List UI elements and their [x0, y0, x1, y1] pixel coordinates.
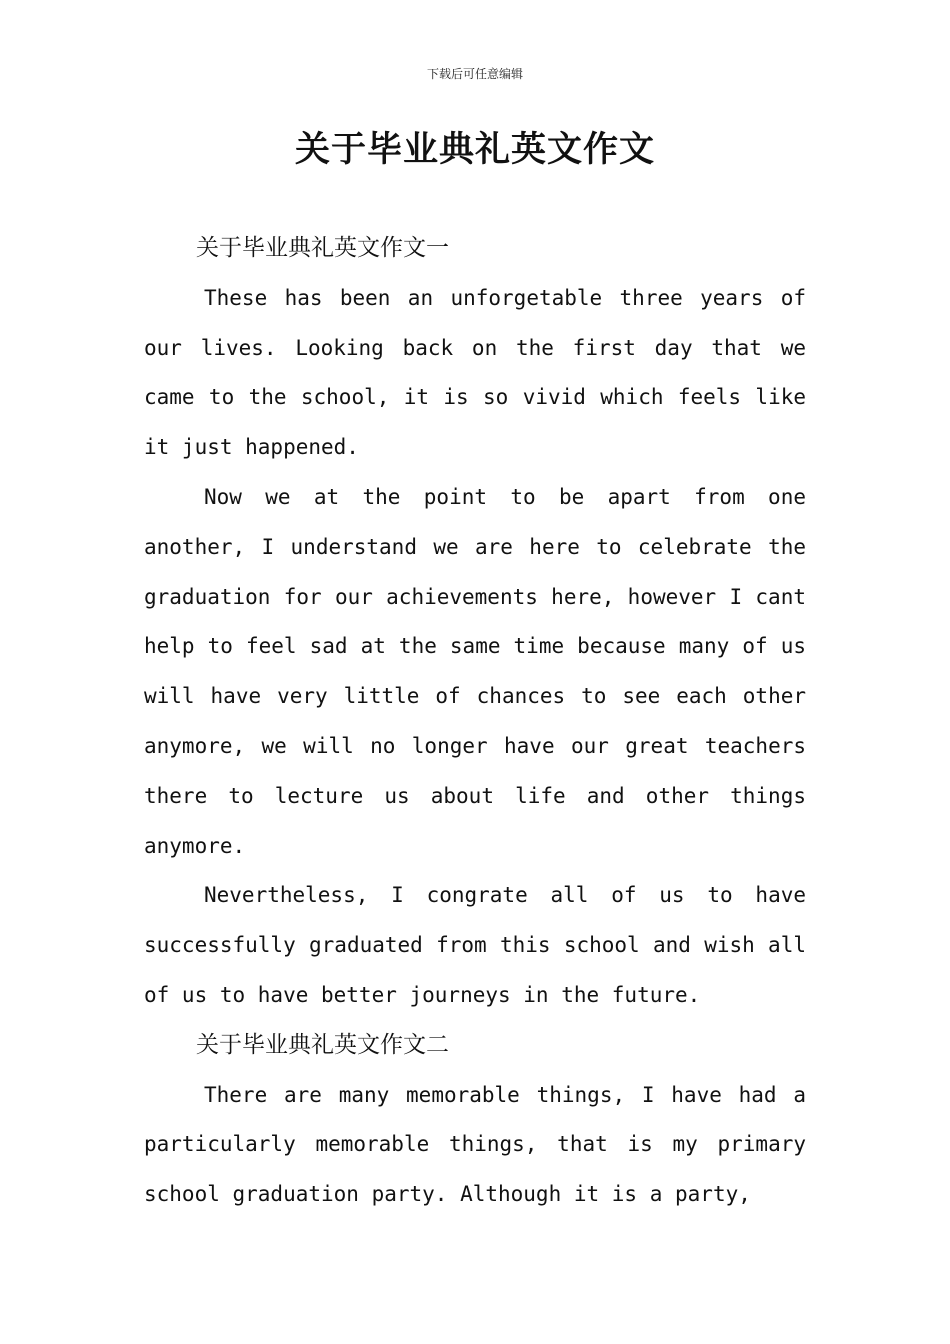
- document-title: 关于毕业典礼英文作文: [294, 130, 655, 170]
- paragraph: These has been an unforgetable three years of our lives. Looking back on the first day that we came to the school, it is so vivid which feels like it just happened.: [144, 285, 806, 460]
- section-heading: 关于毕业典礼英文作文二: [196, 1031, 449, 1058]
- paragraph: Nevertheless, I congrate all of us to have successfully graduated from this school and wish all of us to have better journeys in the future.: [144, 883, 806, 1007]
- section-heading: 关于毕业典礼英文作文一: [196, 235, 449, 261]
- section-2: [144, 1021, 806, 1220]
- document-body: [144, 224, 806, 1220]
- header-note: 下载后可任意编辑: [426, 67, 523, 81]
- paragraph: Now we at the point to be apart from one another, I understand we are here to celebrate the graduation for our achievements here, however I cant help to feel sad at the same time because many of us will have very little of chances to see each other anymore, we will no longer have our great teachers there to lecture us about life and other things anymore.: [144, 484, 806, 858]
- paragraph: There are many memorable things, I have had a particularly memorable things, that is my primary school graduation party. Although it is a party,: [144, 1082, 806, 1207]
- section-1: [144, 224, 806, 1021]
